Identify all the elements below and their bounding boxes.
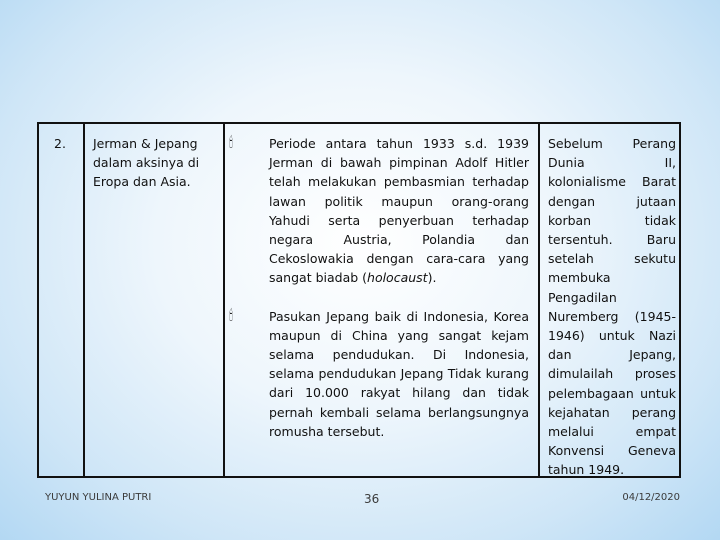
footer-author: YUYUN YULINA PUTRI bbox=[45, 492, 152, 503]
footer-page-number: 36 bbox=[364, 492, 380, 506]
event-text-italic: holocaust bbox=[367, 270, 428, 286]
footer-date: 04/12/2020 bbox=[622, 492, 680, 503]
column-divider bbox=[83, 124, 85, 476]
event-item bbox=[229, 307, 529, 441]
candle-icon: 🕯︎ bbox=[229, 307, 233, 324]
aftermath-text: Sebelum Perang Dunia II, kolonialisme Barat dengan jutaan korban tidak tersentuh. Baru setelah sekutu membuka Pengadilan Nuremberg (1945-1946) untuk Nazi dan Jepang, dimulailah proses pelembagaan untuk kejahatan perang melalui empat Konvensi Geneva tahun 1949. bbox=[548, 136, 676, 478]
content-table bbox=[37, 122, 681, 478]
row-topic: Jerman & Jepang dalam aksinya di Eropa dan Asia. bbox=[93, 136, 200, 190]
events-column bbox=[229, 134, 529, 441]
event-text: Pasukan Jepang baik di Indonesia, Korea maupun di China yang sangat kejam selama pendudukan. Di Indonesia, selama pendudukan Jepang Tidak kurang dari 10.000 rakyat hilang dan tidak pernah kembali selama berlangsungnya romusha tersebut. bbox=[269, 308, 529, 439]
column-divider bbox=[538, 124, 540, 476]
event-text: Periode antara tahun 1933 s.d. 1939 Jerman di bawah pimpinan Adolf Hitler telah melakukan pembasmian terhadap lawan politik maupun orang-orang Yahudi serta penyerbuan terhadap negara Austria, Polandia dan Cekoslowakia dengan cara-cara yang sangat biadab ( bbox=[269, 136, 529, 286]
event-text-end: ). bbox=[427, 270, 437, 286]
event-item bbox=[229, 134, 529, 288]
column-divider bbox=[223, 124, 225, 476]
candle-icon: 🕯︎ bbox=[229, 135, 233, 151]
row-number: 2. bbox=[54, 136, 66, 151]
